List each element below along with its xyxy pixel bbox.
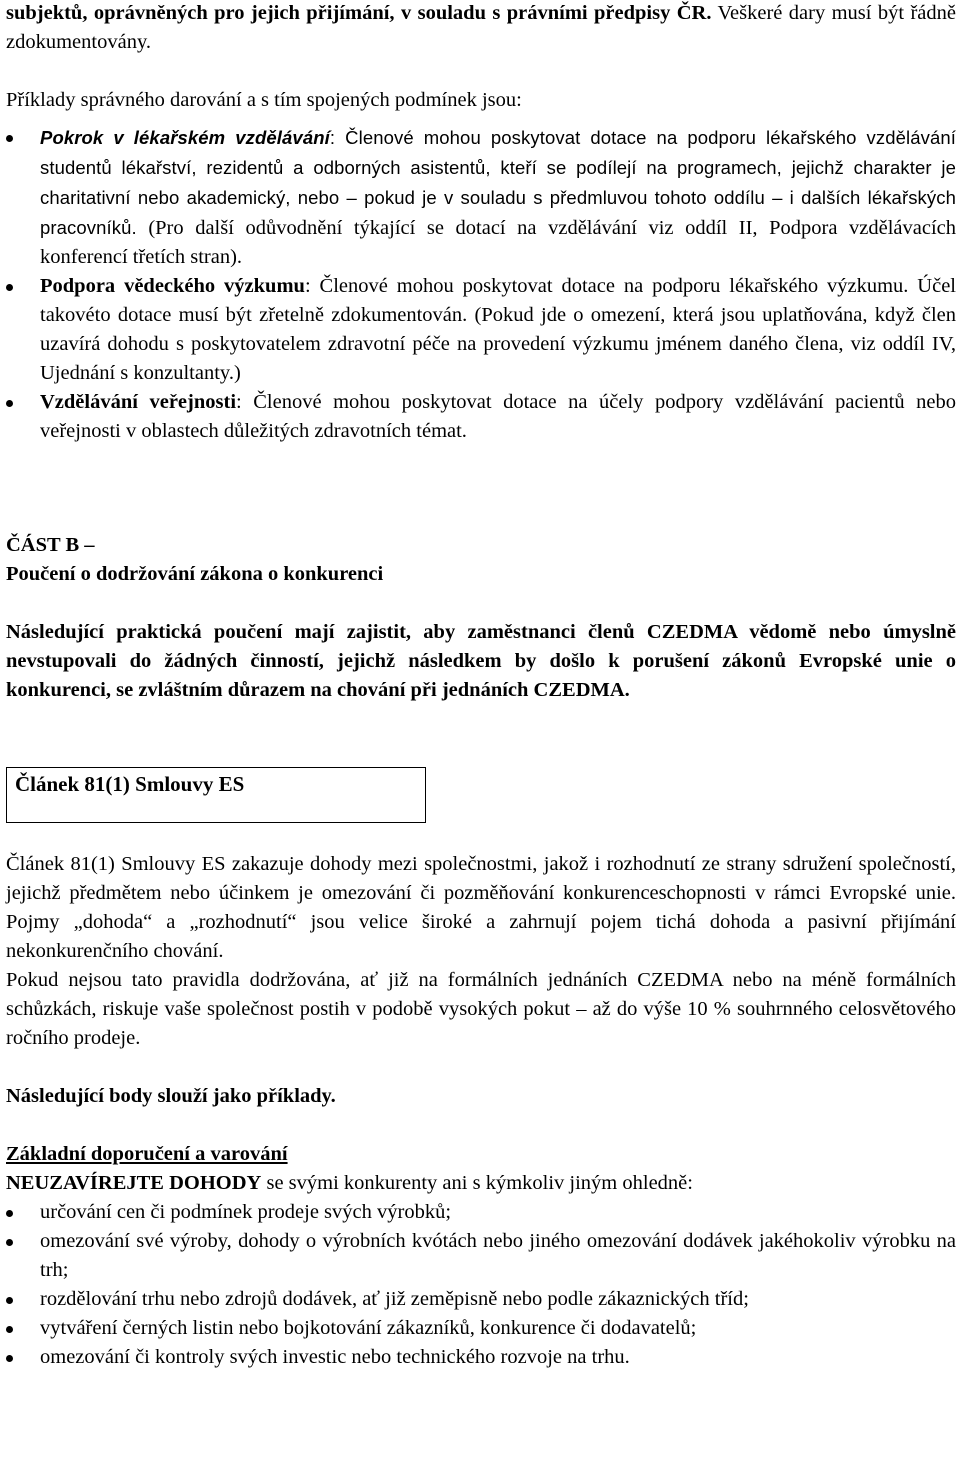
bullet-icon (6, 284, 13, 291)
spacer (6, 1111, 956, 1140)
part-subheading: Poučení o dodržování zákona o konkurenci (6, 563, 384, 585)
list-item (6, 123, 956, 272)
intro-text: Veškeré dary musí být řádně zdokumentovány. (6, 2, 956, 53)
bullet-icon (6, 135, 13, 142)
part-heading: ČÁST B – (6, 534, 95, 556)
list-item (6, 1314, 956, 1343)
list-item-text: určování cen či podmínek prodeje svých výrobků; (40, 1201, 452, 1223)
intro-paragraph (6, 0, 956, 57)
donation-text: : Členové mohou poskytovat dotace na podporu lékařského vzdělávání studentů lékařství, rezidentů a odborných asistentů, kteří se podílejí na programech, jejichž charakter je charitativní nebo akademický, nebo – pokud je v souladu s předmluvou tohoto oddílu – i dalších lékařských pracovníků. (40, 127, 956, 238)
examples-lead: Příklady správného darování a s tím spojených podmínek jsou: (6, 89, 522, 111)
list-item (6, 1198, 956, 1227)
donation-title: Vzdělávání veřejnosti (40, 391, 237, 413)
part-lead: Následující praktická poučení mají zajistit, aby zaměstnanci členů CZEDMA vědomě nebo úmyslně nevstupovali do žádných činností, jejichž následkem by došlo k porušení zákonů Evropské unie o konkurenci, se zvláštním důrazem na chování při jednáních CZEDMA. (6, 621, 956, 701)
examples-title: Následující body slouží jako příklady. (6, 1085, 336, 1107)
spacer (6, 1053, 956, 1082)
donation-title: Pokrok v lékařském vzdělávání (40, 127, 330, 148)
list-item-text: vytváření černých listin nebo bojkotování zákazníků, konkurence či dodavatelů; (40, 1317, 697, 1339)
list-item-text: omezování své výroby, dohody o výrobních kvótách nebo jiného omezování dodávek jakéhokoliv výrobku na trh; (40, 1230, 956, 1281)
list-item (6, 1343, 956, 1372)
article-title-box (6, 767, 426, 823)
article-title: Článek 81(1) Smlouvy ES (15, 772, 245, 796)
bullet-icon (6, 1355, 13, 1362)
bullet-icon (6, 1326, 13, 1333)
rule-line (6, 1169, 956, 1198)
donation-text-note: (Pro další odůvodnění týkající se dotací na vzdělávání viz oddíl II, Podpora vzdělávacích konferencí třetích stran). (40, 217, 956, 268)
spacer (6, 446, 956, 531)
donation-text: : Členové mohou poskytovat dotace na účely podpory vzdělávání pacientů nebo veřejnosti v oblastech důležitých zdravotních témat. (40, 391, 956, 442)
bullet-icon (6, 1210, 13, 1217)
donation-list (6, 123, 956, 446)
rule-list (6, 1198, 956, 1372)
bullet-icon (6, 1239, 13, 1246)
donation-text: : Členové mohou poskytovat dotace na podporu lékařského výzkumu. Účel takovéto dotace musí být zřetelně zdokumentován. (Pokud jde o omezení, která jsou uplatňována, když člen uzavírá dohodu s poskytovatelem zdravotní péče na provedení výzkumu jménem daného člena, viz oddíl IV, Ujednání s konzultanty.) (40, 275, 957, 384)
list-item (6, 1285, 956, 1314)
bullet-icon (6, 400, 13, 407)
list-item (6, 388, 956, 446)
rule-bold: NEUZAVÍREJTE DOHODY (6, 1172, 262, 1194)
basic-heading: Základní doporučení a varování (6, 1143, 288, 1165)
spacer (6, 589, 956, 618)
bullet-icon (6, 1297, 13, 1304)
article-paragraph: Pokud nejsou tato pravidla dodržována, ať již na formálních jednáních CZEDMA nebo na méně formálních schůzkách, riskuje vaše společnost postih v podobě vysokých pokut – až do výše 10 % souhrnného celosvětového ročního prodeje. (6, 969, 956, 1049)
list-item-text: rozdělování trhu nebo zdrojů dodávek, ať již zeměpisně nebo podle zákaznických tříd; (40, 1288, 749, 1310)
list-item (6, 272, 956, 388)
document-page (6, 0, 956, 1372)
spacer (6, 823, 956, 850)
article-paragraph: Článek 81(1) Smlouvy ES zakazuje dohody mezi společnostmi, jakož i rozhodnutí ze strany sdružení společností, jejichž předmětem nebo účinkem je omezování či pozměňování konkurenceschopnosti v rámci Evropské unie. Pojmy „dohoda“ a „rozhodnutí“ jsou velice široké a zahrnují pojem tichá dohoda a pasivní přijímání nekonkurenčního chování. (6, 853, 956, 962)
spacer (6, 705, 956, 767)
donation-title: Podpora vědeckého výzkumu (40, 275, 305, 297)
list-item (6, 1227, 956, 1285)
intro-bold-text: subjektů, oprávněných pro jejich přijímání, v souladu s právními předpisy ČR. (6, 2, 712, 24)
rule-rest: se svými konkurenty ani s kýmkoliv jiným ohledně: (261, 1172, 693, 1194)
list-item-text: omezování či kontroly svých investic nebo technického rozvoje na trhu. (40, 1346, 630, 1368)
